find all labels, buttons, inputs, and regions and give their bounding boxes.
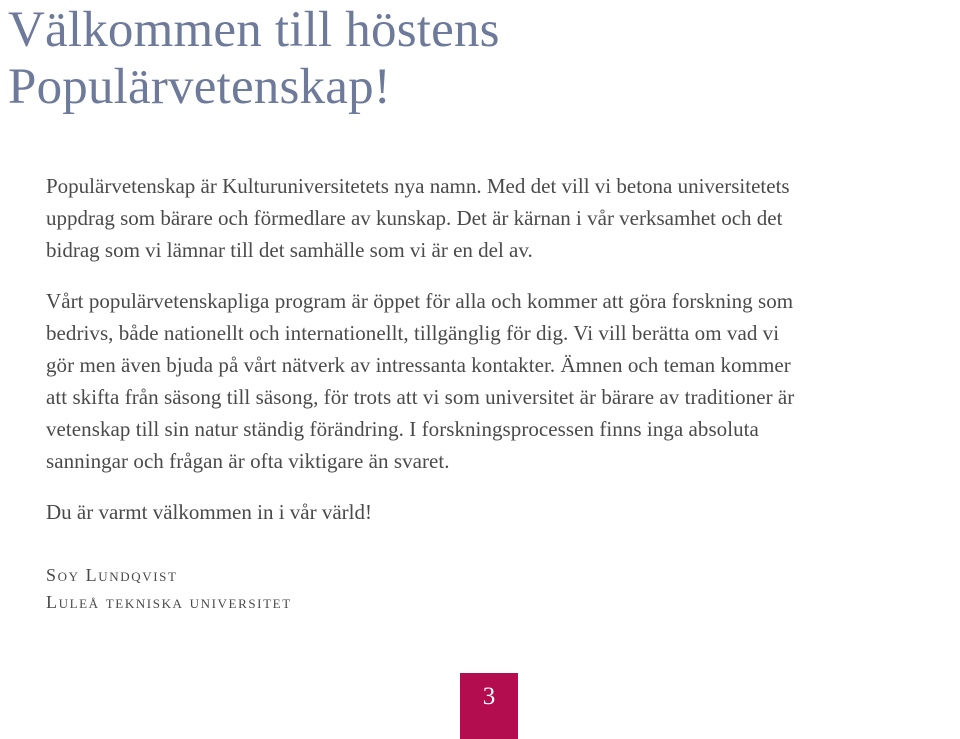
paragraph-line: gör men även bjuda på vårt nätverk av intressanta kontakter. Ämnen och teman kommer (46, 353, 791, 377)
paragraph-line: Du är varmt välkommen in i vår värld! (46, 500, 372, 524)
paragraph-line: uppdrag som bärare och förmedlare av kunskap. Det är kärnan i vår verksamhet och det (46, 206, 783, 230)
intro-paragraph (46, 170, 790, 266)
paragraph-line: sanningar och frågan är ofta viktigare än svaret. (46, 449, 450, 473)
paragraph-line: vetenskap till sin natur ständig förändring. I forskningsprocessen finns inga absoluta (46, 417, 759, 441)
title-line-2: Populärvetenskap! (8, 59, 391, 115)
paragraph-line: Populärvetenskap är Kulturuniversitetets nya namn. Med det vill vi betona universitetets (46, 174, 790, 198)
paragraph-line: bedrivs, både nationellt och internationellt, tillgänglig för dig. Vi vill berätta om vad vi (46, 321, 780, 345)
signature-organization: Luleå tekniska universitet (46, 592, 292, 612)
signature-name: Soy Lundqvist (46, 565, 178, 585)
welcome-paragraph (46, 496, 372, 528)
paragraph-line: att skifta från säsong till säsong, för trots att vi som universitet är bärare av traditioner är (46, 385, 795, 409)
signature (46, 562, 292, 616)
paragraph-line: bidrag som vi lämnar till det samhälle som vi är en del av. (46, 238, 533, 262)
program-paragraph (46, 285, 794, 477)
page-number-badge: 3 (460, 673, 518, 739)
paragraph-line: Vårt populärvetenskapliga program är öppet för alla och kommer att göra forskning som (46, 289, 794, 313)
page-title (8, 2, 500, 116)
title-line-1: Välkommen till höstens (8, 2, 500, 58)
